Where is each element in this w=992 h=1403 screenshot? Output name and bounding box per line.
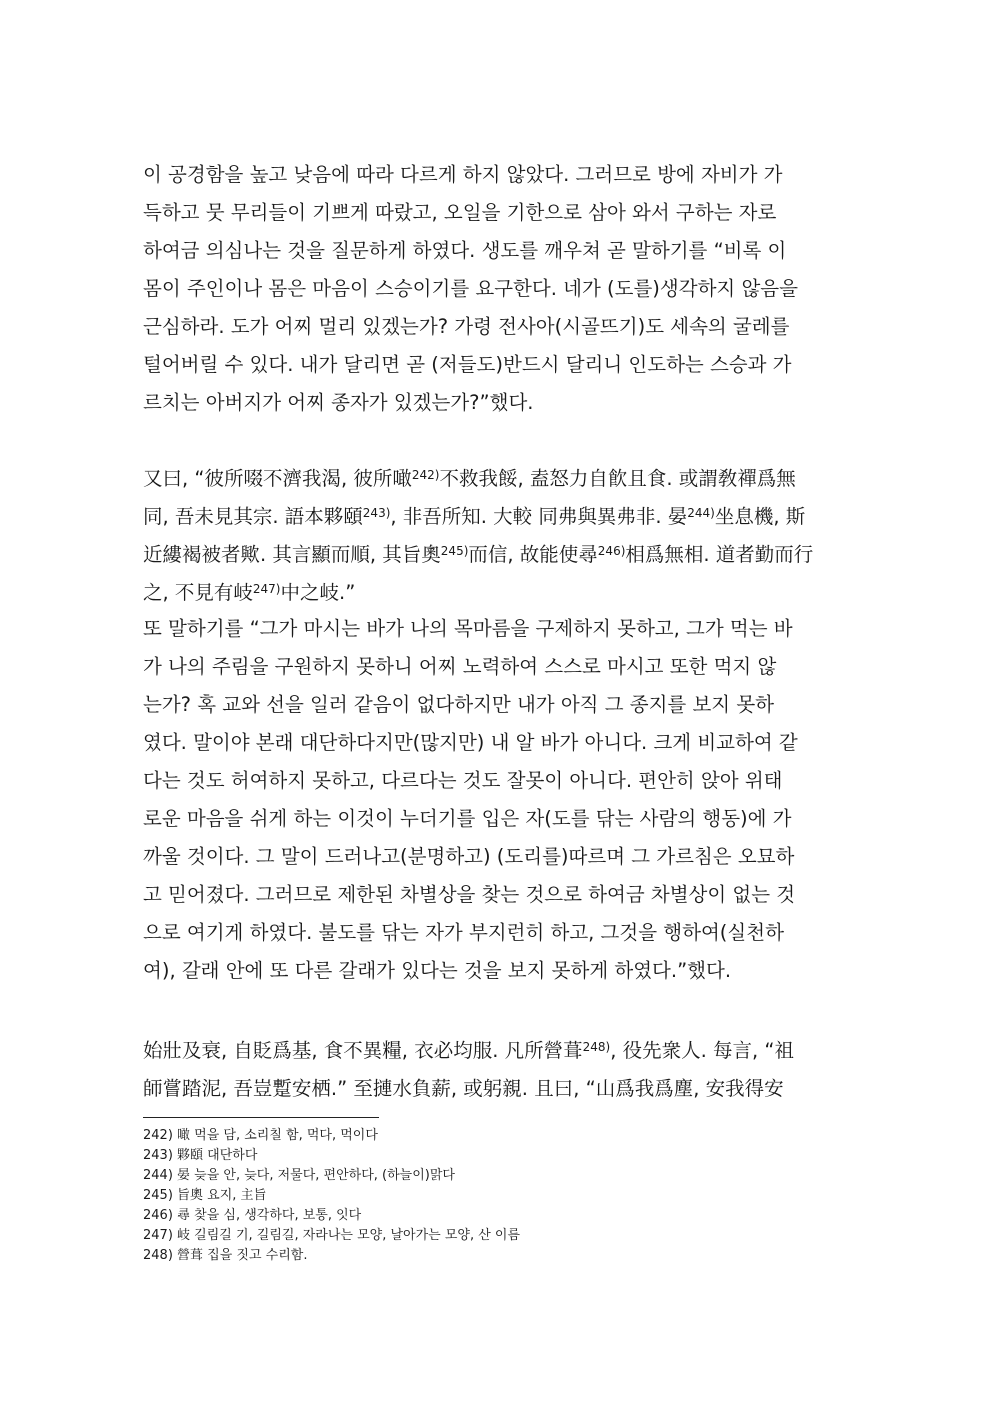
text-line: 이 공경함을 높고 낮음에 따라 다르게 하지 않았다. 그러므로 방에 자비가 가	[143, 163, 783, 186]
footnote-divider	[143, 1117, 379, 1118]
text-run: 又曰, “彼所啜不濟我渴, 彼所噉	[143, 467, 412, 490]
text-line: 털어버릴 수 있다. 내가 달리면 곧 (저들도)반드시 달리니 인도하는 스승과 가	[143, 353, 792, 376]
text-line: 으로 여기게 하였다. 불도를 닦는 자가 부지런히 하고, 그것을 행하여(실천하	[143, 921, 784, 944]
text-run: 中之岐.”	[280, 581, 356, 604]
text-line: 근심하라. 도가 어찌 멀리 있겠는가? 가령 전사아(시골뜨기)도 세속의 굴레를	[143, 315, 790, 338]
footnote-242: 242) 噉 먹을 담, 소리칠 함, 먹다, 먹이다	[143, 1128, 378, 1143]
footnote-245: 245) 旨奧 요지, 主旨	[143, 1188, 267, 1203]
footnote-ref-243: 243)	[362, 506, 391, 520]
footnote-248: 248) 營葺 집을 짓고 수리함.	[143, 1248, 308, 1263]
text-run: 相爲無相. 道者勤而行	[625, 543, 814, 566]
text-run: 不救我餒, 盍怒力自飮且食. 或謂敎禪爲無	[439, 467, 796, 490]
text-line: 여), 갈래 안에 또 다른 갈래가 있다는 것을 보지 못하게 하였다.”했다.	[143, 959, 732, 982]
text-run: 坐息機, 斯	[714, 505, 806, 528]
text-line: 또 말하기를 “그가 마시는 바가 나의 목마름을 구제하지 못하고, 그가 먹는 바	[143, 617, 793, 640]
text-line: 였다. 말이야 본래 대단하다지만(많지만) 내 알 바가 아니다. 크게 비교하여 같	[143, 731, 798, 754]
text-line	[143, 498, 851, 536]
text-line: 師嘗踏泥, 吾豈蹔安栖.” 至摙水負薪, 或躬親. 且曰, “山爲我爲塵, 安我得安	[143, 1077, 784, 1100]
text-line	[143, 1032, 851, 1070]
text-line: 가 나의 주림을 구원하지 못하니 어찌 노력하여 스스로 마시고 또한 먹지 않	[143, 655, 777, 678]
text-line: 고 믿어졌다. 그러므로 제한된 차별상을 찾는 것으로 하여금 차별상이 없는 것	[143, 883, 796, 906]
text-run: , 役先衆人. 每言, “祖	[610, 1039, 794, 1062]
footnote-ref-247: 247)	[252, 582, 281, 596]
text-run: 近縷褐被者歟. 其言顯而順, 其旨奧	[143, 543, 441, 566]
text-run: 同, 吾未見其宗. 語本夥頤	[143, 505, 363, 528]
footnote-ref-244: 244)	[687, 506, 715, 520]
footnote-ref-245: 245)	[440, 544, 469, 558]
text-line: 득하고 뭇 무리들이 기쁘게 따랐고, 오일을 기한으로 삼아 와서 구하는 자로	[143, 201, 777, 224]
text-line	[143, 460, 851, 498]
text-run: 之, 不見有岐	[143, 581, 253, 604]
text-line: 는가? 혹 교와 선을 일러 같음이 없다하지만 내가 아직 그 종지를 보지 못하	[143, 693, 775, 716]
text-line: 르치는 아버지가 어찌 종자가 있겠는가?”했다.	[143, 391, 534, 414]
paragraph-korean-2	[143, 610, 851, 990]
footnote-244: 244) 晏 늦을 안, 늦다, 저물다, 편안하다, (하늘이)맑다	[143, 1168, 455, 1183]
text-line: 로운 마음을 쉬게 하는 이것이 누더기를 입은 자(도를 닦는 사람의 행동)에 가	[143, 807, 792, 830]
footnote-ref-242: 242)	[411, 468, 440, 482]
text-run: 始壯及衰, 自貶爲基, 食不異糧, 衣必均服. 凡所營葺	[143, 1039, 583, 1062]
paragraph-korean-1	[143, 156, 851, 422]
footnote-243: 243) 夥頤 대단하다	[143, 1148, 258, 1163]
footnote-247: 247) 岐 길림길 기, 길림길, 자라나는 모양, 날아가는 모양, 산 이름	[143, 1228, 521, 1243]
text-run: 而信, 故能使尋	[468, 543, 598, 566]
text-run: , 非吾所知. 大較 同弗與異弗非. 晏	[390, 505, 688, 528]
footnote-ref-248: 248)	[582, 1040, 611, 1054]
text-line: 하여금 의심나는 것을 질문하게 하였다. 생도를 깨우쳐 곧 말하기를 “비록 이	[143, 239, 787, 262]
footnotes	[143, 1126, 851, 1266]
text-line	[143, 536, 851, 574]
paragraph-chinese-2	[143, 1032, 851, 1108]
text-line: 까울 것이다. 그 말이 드러나고(분명하고) (도리를)따르며 그 가르침은 오묘하	[143, 845, 795, 868]
text-line: 몸이 주인이나 몸은 마음이 스승이기를 요구한다. 네가 (도를)생각하지 않음을	[143, 277, 798, 300]
footnote-246: 246) 尋 찾을 심, 생각하다, 보통, 잇다	[143, 1208, 362, 1223]
paragraph-chinese-1	[143, 460, 851, 612]
text-line: 다는 것도 허여하지 못하고, 다르다는 것도 잘못이 아니다. 편안히 앉아 위태	[143, 769, 783, 792]
footnote-ref-246: 246)	[597, 544, 626, 558]
text-line	[143, 574, 851, 612]
